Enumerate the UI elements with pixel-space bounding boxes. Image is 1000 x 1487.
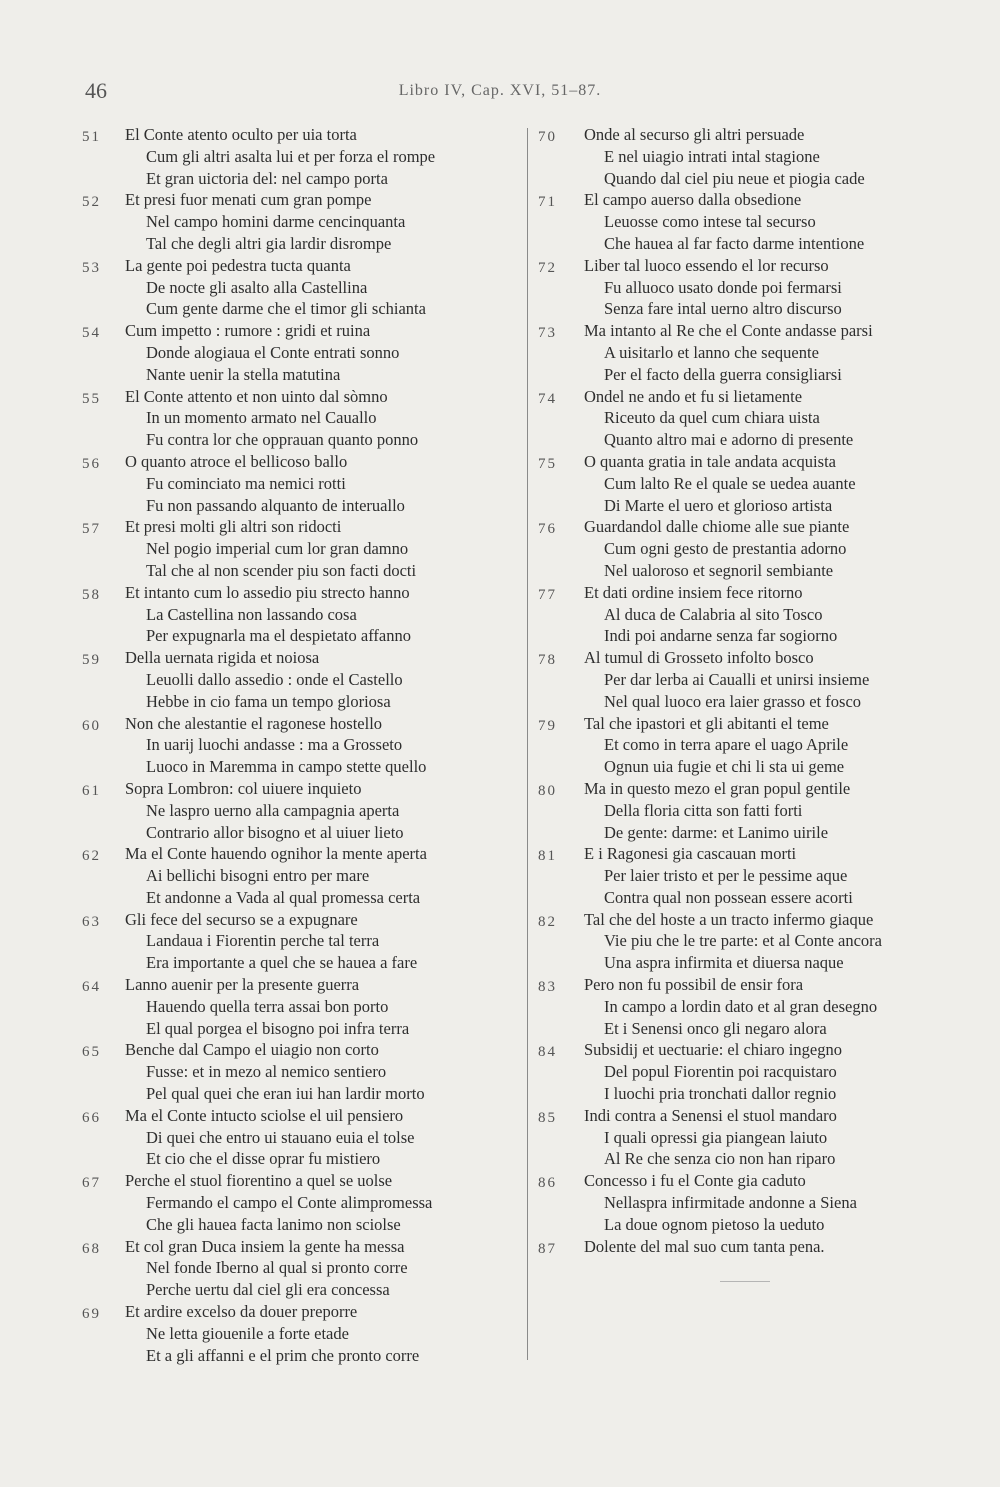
stanza (82, 516, 522, 581)
verse-line: I luochi pria tronchati dallor regnio (604, 1084, 837, 1104)
verse-line: A uisitarlo et lanno che sequente (604, 342, 819, 362)
verse-line: Et col gran Duca insiem la gente ha messa (125, 1236, 405, 1256)
verse-line: Di quei che entro ui stauano euia el tolse (146, 1127, 415, 1147)
verse-line: Ne laspro uerno alla campagnia aperta (146, 800, 400, 820)
verse-line: Leuolli dallo assedio : onde el Castello (146, 669, 403, 689)
verse-line: Et andonne a Vada al qual promessa certa (146, 887, 421, 907)
stanza (82, 1170, 522, 1235)
verse-line: Cum gli altri asalta lui et per forza el rompe (146, 146, 436, 166)
verse-line: In uarij luochi andasse : ma a Grosseto (146, 735, 403, 755)
stanza (82, 1301, 522, 1366)
verse-line: Ne letta giouenile a forte etade (146, 1323, 349, 1343)
verse-line: Era importante a quel che se hauea a fare (146, 953, 418, 973)
stanza (538, 647, 968, 712)
stanza-number: 55 (82, 390, 101, 407)
verse-line: Ognun uia fugie et chi li sta ui geme (604, 757, 845, 777)
verse-line: Che gli hauea facta lanimo non sciolse (146, 1214, 401, 1234)
verse-line: Indi poi andarne senza far sogiorno (604, 626, 838, 646)
stanza-number: 69 (82, 1306, 101, 1323)
stanza (538, 778, 968, 843)
verse-line: Fu cominciato ma nemici rotti (146, 473, 346, 493)
verse-line: Per expugnarla ma el despietato affanno (146, 626, 411, 646)
verse-line: Della floria citta son fatti forti (604, 800, 803, 820)
stanza-number: 86 (538, 1175, 557, 1192)
verse-line: Leuosse como intese tal securso (604, 212, 816, 232)
verse-line: Landaua i Fiorentin perche tal terra (146, 931, 380, 951)
stanza-number: 67 (82, 1175, 101, 1192)
verse-line: Ma el Conte hauendo ognihor la mente aperta (125, 844, 427, 864)
stanza (82, 451, 522, 516)
stanza-number: 62 (82, 848, 101, 865)
verse-line: Ma intanto al Re che el Conte andasse parsi (584, 321, 873, 341)
verse-line: El Conte atento oculto per uia torta (125, 125, 357, 144)
verse-line: Nellaspra infirmitade andonne a Siena (604, 1193, 857, 1213)
verse-line: Perche uertu dal ciel gli era concessa (146, 1280, 390, 1300)
verse-line: Hebbe in cio fama un tempo gloriosa (146, 691, 391, 711)
stanza (538, 1105, 968, 1170)
stanza (82, 974, 522, 1039)
verse-line: Gli fece del securso se a expugnare (125, 909, 358, 929)
left-column (82, 124, 522, 1366)
stanza-number: 75 (538, 455, 557, 472)
column-divider (527, 128, 528, 1360)
stanza-number: 79 (538, 717, 557, 734)
stanza-number: 73 (538, 325, 557, 342)
stanza-number: 54 (82, 325, 101, 342)
stanza (82, 778, 522, 843)
verse-line: Et cio che el disse oprar fu mistiero (146, 1149, 381, 1169)
stanza (82, 386, 522, 451)
verse-line: Fu contra lor che opprauan quanto ponno (146, 430, 419, 450)
stanza (82, 843, 522, 908)
verse-line: Et presi molti gli altri son ridocti (125, 517, 342, 537)
stanza (538, 451, 968, 516)
verse-line: Et ardire excelso da douer preporre (125, 1302, 358, 1322)
stanza-number: 76 (538, 521, 557, 538)
verse-line: Tal che al non scender piu son facti docti (146, 560, 417, 580)
stanza-number: 59 (82, 652, 101, 669)
stanza (538, 255, 968, 320)
stanza-number: 60 (82, 717, 101, 734)
verse-line: Liber tal luoco essendo el lor recurso (584, 255, 829, 275)
stanza (538, 320, 968, 385)
verse-line: Al Re che senza cio non han riparo (604, 1149, 836, 1169)
stanza-number: 66 (82, 1109, 101, 1126)
verse-line: El campo auerso dalla obsedione (584, 190, 802, 210)
verse-line: Guardandol dalle chiome alle sue piante (584, 517, 850, 537)
stanza (538, 386, 968, 451)
stanza (538, 843, 968, 908)
verse-line: Et i Senensi onco gli negaro alora (604, 1018, 827, 1038)
verse-line: El qual porgea el bisogno poi infra terra (146, 1018, 410, 1038)
verse-line: E nel uiagio intrati intal stagione (604, 146, 820, 166)
stanza-number: 81 (538, 848, 557, 865)
stanza-number: 56 (82, 455, 101, 472)
stanza (538, 516, 968, 581)
verse-line: Fermando el campo el Conte alimpromessa (146, 1193, 433, 1213)
stanza-number: 65 (82, 1044, 101, 1061)
stanza-number: 61 (82, 782, 101, 799)
right-column (538, 124, 968, 1301)
verse-line: Dolente del mal suo cum tanta pena. (584, 1236, 825, 1256)
verse-line: Cum gente darme che el timor gli schianta (146, 299, 426, 319)
stanza-number: 68 (82, 1240, 101, 1257)
verse-line: Vie piu che le tre parte: et al Conte ancora (604, 931, 883, 951)
verse-line: Ai bellichi bisogni entro per mare (146, 866, 370, 886)
stanza-number: 85 (538, 1109, 557, 1126)
stanza (538, 1236, 968, 1301)
verse-line: Donde alogiaua el Conte entrati sonno (146, 342, 400, 362)
stanza (82, 582, 522, 647)
stanza (538, 124, 968, 189)
stanza-number: 78 (538, 652, 557, 669)
verse-line: Nel campo homini darme cencinquanta (146, 212, 406, 232)
verse-line: Quanto altro mai e adorno di presente (604, 430, 854, 450)
stanza (82, 1236, 522, 1301)
stanza-number: 57 (82, 521, 101, 538)
verse-line: Concesso i fu el Conte gia caduto (584, 1171, 806, 1191)
stanza (538, 713, 968, 778)
verse-line: Indi contra a Senensi el stuol mandaro (584, 1105, 837, 1125)
stanza-number: 64 (82, 979, 101, 996)
verse-line: Luoco in Maremma in campo stette quello (146, 757, 427, 777)
verse-line: El Conte attento et non uinto dal sòmno (125, 386, 388, 406)
verse-line: Nel ualoroso et segnoril sembiante (604, 560, 834, 580)
verse-line: Nel pogio imperial cum lor gran damno (146, 539, 409, 559)
verse-line: Ma el Conte intucto sciolse el uil pensiero (125, 1105, 404, 1125)
verse-line: Nel qual luoco era laier grasso et fosco (604, 691, 862, 711)
verse-line: De gente: darme: et Lanimo uirile (604, 822, 829, 842)
stanza (82, 647, 522, 712)
verse-line: Tal che ipastori et gli abitanti el teme (584, 713, 829, 733)
verse-line: Lanno auenir per la presente guerra (125, 975, 360, 995)
verse-line: Et como in terra apare el uago Aprile (604, 735, 849, 755)
running-head: Libro IV, Cap. XVI, 51–87. (398, 82, 602, 99)
stanza (82, 189, 522, 254)
verse-line: Fusse: et in mezo al nemico sentiero (146, 1062, 387, 1082)
verse-line: Ondel ne ando et fu si lietamente (584, 386, 803, 406)
verse-line: Contrario allor bisogno et al uiuer lieto (146, 822, 404, 842)
stanza-number: 71 (538, 194, 557, 211)
verse-line: Senza fare intal uerno altro discurso (604, 299, 842, 319)
verse-line: Tal che del hoste a un tracto infermo giaque (584, 909, 874, 929)
verse-line: Cum ogni gesto de prestantia adorno (604, 539, 847, 559)
verse-line: Di Marte el uero et glorioso artista (604, 495, 833, 515)
stanza (82, 909, 522, 974)
verse-line: Pero non fu possibil de ensir fora (584, 975, 804, 995)
verse-line: Et intanto cum lo assedio piu strecto hanno (125, 582, 410, 602)
verse-line: De nocte gli asalto alla Castellina (146, 277, 368, 297)
verse-line: La Castellina non lassando cosa (146, 604, 357, 624)
stanza-number: 70 (538, 129, 557, 145)
stanza (538, 974, 968, 1039)
verse-line: Cum lalto Re el quale se uedea auante (604, 473, 856, 493)
stanza (82, 320, 522, 385)
verse-line: Tal che degli altri gia lardir disrompe (146, 233, 392, 253)
stanza (538, 1039, 968, 1104)
verse-line: Et gran uictoria del: nel campo porta (146, 168, 388, 188)
verse-line: Fu alluoco usato donde poi fermarsi (604, 277, 842, 297)
stanza (82, 255, 522, 320)
stanza-number: 58 (82, 586, 101, 603)
verse-line: La doue ognom pietoso la ueduto (604, 1214, 825, 1234)
verse-line: Per laier tristo et per le pessime aque (604, 866, 848, 886)
stanza-number: 63 (82, 913, 101, 930)
verse-line: I quali opressi gia piangean laiuto (604, 1127, 828, 1147)
stanza-number: 72 (538, 259, 557, 276)
verse-line: Hauendo quella terra assai bon porto (146, 996, 389, 1016)
verse-line: Et presi fuor menati cum gran pompe (125, 190, 372, 210)
verse-line: La gente poi pedestra tucta quanta (125, 255, 351, 275)
verse-line: Al tumul di Grosseto infolto bosco (584, 648, 814, 668)
stanza (538, 189, 968, 254)
stanza-number: 87 (538, 1240, 557, 1257)
verse-line: Subsidij et uectuarie: el chiaro ingegno (584, 1040, 842, 1060)
stanza (538, 909, 968, 974)
verse-line: Del popul Fiorentin poi racquistaro (604, 1062, 837, 1082)
verse-line: Pel qual quei che eran iui han lardir morto (146, 1084, 425, 1104)
verse-line: Nante uenir la stella matutina (146, 364, 341, 384)
stanza-number: 82 (538, 913, 557, 930)
verse-line: Fu non passando alquanto de interuallo (146, 495, 405, 515)
verse-line: Per dar lerba ai Caualli et unirsi insieme (604, 669, 870, 689)
verse-line: Per el facto della guerra consigliarsi (604, 364, 842, 384)
verse-line: O quanto atroce el bellicoso ballo (125, 451, 348, 471)
stanza-number: 84 (538, 1044, 557, 1061)
verse-line: Ma in questo mezo el gran popul gentile (584, 778, 851, 798)
stanza (82, 1039, 522, 1104)
verse-line: In un momento armato nel Cauallo (146, 408, 377, 428)
verse-line: Al duca de Calabria al sito Tosco (604, 604, 823, 624)
verse-line: Una aspra infirmita et diuersa naque (604, 953, 844, 973)
verse-line: Et dati ordine insiem fece ritorno (584, 582, 803, 602)
stanza-number: 77 (538, 586, 557, 603)
verse-line: Perche el stuol fiorentino a quel se uolse (125, 1171, 393, 1191)
verse-line: Sopra Lombron: col uiuere inquieto (125, 778, 362, 798)
stanza-number: 53 (82, 259, 101, 276)
verse-line: Quando dal ciel piu neue et piogia cade (604, 168, 865, 188)
verse-line: Cum impetto : rumore : gridi et ruina (125, 321, 371, 341)
verse-line: Riceuto da quel cum chiara uista (604, 408, 820, 428)
verse-line: Onde al securso gli altri persuade (584, 125, 805, 144)
stanza-number: 52 (82, 194, 101, 211)
verse-line: Che hauea al far facto darme intentione (604, 233, 865, 253)
stanza (82, 1105, 522, 1170)
page-number: 46 (85, 78, 107, 103)
stanza (82, 713, 522, 778)
stanza (538, 1170, 968, 1235)
stanza-number: 74 (538, 390, 557, 407)
stanza-number: 80 (538, 782, 557, 799)
verse-line: O quanta gratia in tale andata acquista (584, 451, 836, 471)
stanza (538, 582, 968, 647)
stanza-number: 83 (538, 979, 557, 996)
verse-line: Nel fonde Iberno al qual si pronto corre (146, 1258, 408, 1278)
verse-line: Contra qual non possean essere acorti (604, 887, 853, 907)
verse-line: E i Ragonesi gia cascauan morti (584, 844, 797, 864)
verse-line: Benche dal Campo el uiagio non corto (125, 1040, 379, 1060)
verse-line: Non che alestantie el ragonese hostello (125, 713, 383, 733)
stanza (82, 124, 522, 189)
verse-line: Et a gli affanni e el prim che pronto corre (146, 1345, 420, 1365)
stanza-number: 51 (82, 129, 101, 145)
verse-line: Della uernata rigida et noiosa (125, 648, 320, 668)
verse-line: In campo a lordin dato et al gran desegno (604, 996, 878, 1016)
